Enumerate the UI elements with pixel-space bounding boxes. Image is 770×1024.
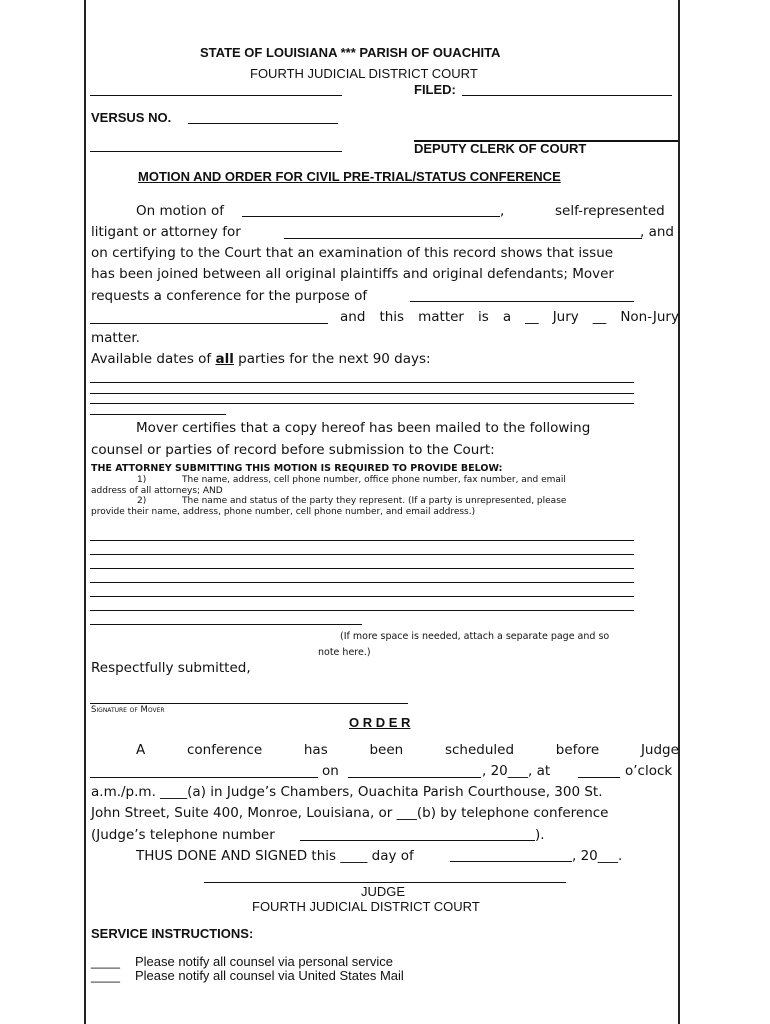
filed-date-line[interactable] xyxy=(462,95,672,96)
order-word-2: conference xyxy=(186,742,263,758)
order-line-1 xyxy=(136,742,679,758)
counsel-line-6[interactable] xyxy=(90,610,634,611)
service-blank-1[interactable]: ____ xyxy=(91,954,120,969)
counsel-line-3[interactable] xyxy=(90,568,634,569)
jury-word-4: is xyxy=(478,309,489,325)
case-number-line[interactable] xyxy=(188,123,338,124)
space-note-1: (If more space is needed, attach a separate page and so xyxy=(340,631,610,642)
order-line-4: John Street, Suite 400, Monroe, Louisiana, or ___(b) by telephone conference xyxy=(91,805,609,821)
done-signed-b: , 20___. xyxy=(572,848,623,864)
mover-signature-line[interactable] xyxy=(90,703,408,704)
order-line-5a: (Judge’s telephone number xyxy=(91,827,275,843)
attorney-item-2-a: The name and status of the party they represent. (If a party is unrepresented, please xyxy=(182,496,567,506)
order-on: on xyxy=(322,763,339,779)
motion-line-5: requests a conference for the purpose of xyxy=(91,288,368,304)
jury-word-2: this xyxy=(379,309,405,325)
jury-word-3: matter xyxy=(418,309,464,325)
service-blank-2[interactable]: ____ xyxy=(91,968,120,983)
motion-line-2a: litigant or attorney for xyxy=(91,224,241,240)
available-dates-label xyxy=(91,351,431,367)
judge-label: JUDGE xyxy=(361,884,406,899)
order-word-5: scheduled xyxy=(444,742,515,758)
jury-word-5: a xyxy=(502,309,512,325)
respectfully-submitted: Respectfully submitted, xyxy=(91,660,251,676)
jury-option: Jury xyxy=(552,309,579,325)
judge-name-line[interactable] xyxy=(90,777,318,778)
attorney-item-2-b: provide their name, address, phone number, cell phone number, and email address.) xyxy=(91,507,476,517)
attorney-item-1-b: address of all attorneys; AND xyxy=(91,486,223,496)
motion-line-2b: , and xyxy=(640,224,674,240)
versus-no-label: VERSUS NO. xyxy=(91,110,172,125)
dates-line-4[interactable] xyxy=(90,414,226,415)
non-jury-blank[interactable]: __ xyxy=(592,309,607,325)
mover-name-line[interactable] xyxy=(242,216,500,217)
order-line-5b: ). xyxy=(535,827,545,843)
order-word-3: has xyxy=(303,742,328,758)
motion-line-1a: On motion of xyxy=(136,203,225,219)
motion-line-1b: , xyxy=(500,203,505,219)
service-text-2: Please notify all counsel via United States Mail xyxy=(135,968,404,983)
state-parish-heading: STATE OF LOUISIANA *** PARISH OF OUACHITA xyxy=(200,45,501,60)
service-item-1 xyxy=(91,954,393,969)
service-text-1: Please notify all counsel via personal service xyxy=(135,954,393,969)
order-word-6: before xyxy=(555,742,600,758)
order-oclock: o’clock xyxy=(625,763,673,779)
non-jury-option: Non-Jury xyxy=(620,309,679,325)
defendant-name-line[interactable] xyxy=(90,151,342,152)
motion-line-7: matter. xyxy=(91,330,140,346)
conference-time-line[interactable] xyxy=(578,777,620,778)
service-item-2 xyxy=(91,968,404,983)
page-border-left xyxy=(84,0,86,1024)
page-border-right xyxy=(678,0,680,1024)
attorney-heading: THE ATTORNEY SUBMITTING THIS MOTION IS REQUIRED TO PROVIDE BELOW: xyxy=(91,463,503,474)
order-heading: O R D E R xyxy=(349,715,411,730)
order-word-7: Judge xyxy=(640,742,679,758)
motion-line-1c: self-represented xyxy=(555,203,665,219)
attorney-item-1-num: 1) xyxy=(137,475,147,485)
motion-line-4: has been joined between all original plaintiffs and original defendants; Mover xyxy=(91,266,614,282)
service-heading: SERVICE INSTRUCTIONS: xyxy=(91,926,254,941)
order-word-4: been xyxy=(369,742,404,758)
conference-purpose-line[interactable] xyxy=(410,301,634,302)
space-note-2: note here.) xyxy=(318,647,371,658)
motion-title: MOTION AND ORDER FOR CIVIL PRE-TRIAL/STATUS CONFERENCE xyxy=(138,169,561,184)
dates-text-all: all xyxy=(215,351,234,367)
order-line-3: a.m./p.m. ____(a) in Judge’s Chambers, Ouachita Parish Courthouse, 300 St. xyxy=(91,784,603,800)
jury-row xyxy=(340,309,679,325)
deputy-clerk-label: DEPUTY CLERK OF COURT xyxy=(414,141,587,156)
conference-date-line[interactable] xyxy=(348,777,481,778)
filed-label: FILED: xyxy=(414,82,456,97)
dates-line-3[interactable] xyxy=(90,403,634,404)
counsel-line-2[interactable] xyxy=(90,554,634,555)
court-heading: FOURTH JUDICIAL DISTRICT COURT xyxy=(250,66,478,81)
jury-blank[interactable]: __ xyxy=(525,309,539,325)
signed-month-line[interactable] xyxy=(450,861,572,862)
order-word-1: A xyxy=(136,742,146,758)
dates-line-1[interactable] xyxy=(90,382,634,383)
order-year-at: , 20___, at xyxy=(482,763,551,779)
judge-signature-line[interactable] xyxy=(204,882,566,883)
counsel-line-1[interactable] xyxy=(90,540,634,541)
dates-line-2[interactable] xyxy=(90,393,634,394)
counsel-line-7[interactable] xyxy=(90,624,362,625)
jury-word-1: and xyxy=(340,309,366,325)
counsel-line-4[interactable] xyxy=(90,582,634,583)
done-signed-a: THUS DONE AND SIGNED this ____ day of xyxy=(136,848,414,864)
plaintiff-name-line[interactable] xyxy=(90,95,342,96)
conference-purpose-line-2[interactable] xyxy=(90,323,328,324)
counsel-line-5[interactable] xyxy=(90,596,634,597)
motion-line-3: on certifying to the Court that an examination of this record shows that issue xyxy=(91,245,614,261)
signature-of-mover-label: Signature of Mover xyxy=(91,705,165,715)
attorney-for-line[interactable] xyxy=(284,238,642,239)
attorney-item-1-a: The name, address, cell phone number, office phone number, fax number, and email xyxy=(182,475,566,485)
judge-phone-line[interactable] xyxy=(300,840,535,841)
certify-line-2: counsel or parties of record before submission to the Court: xyxy=(91,442,495,458)
judge-court: FOURTH JUDICIAL DISTRICT COURT xyxy=(252,899,480,914)
dates-text-c: parties for the next 90 days: xyxy=(233,351,431,367)
attorney-item-2-num: 2) xyxy=(137,496,147,506)
certify-line-1: Mover certifies that a copy hereof has been mailed to the following xyxy=(136,420,591,436)
dates-text-a: Available dates of xyxy=(91,351,216,367)
